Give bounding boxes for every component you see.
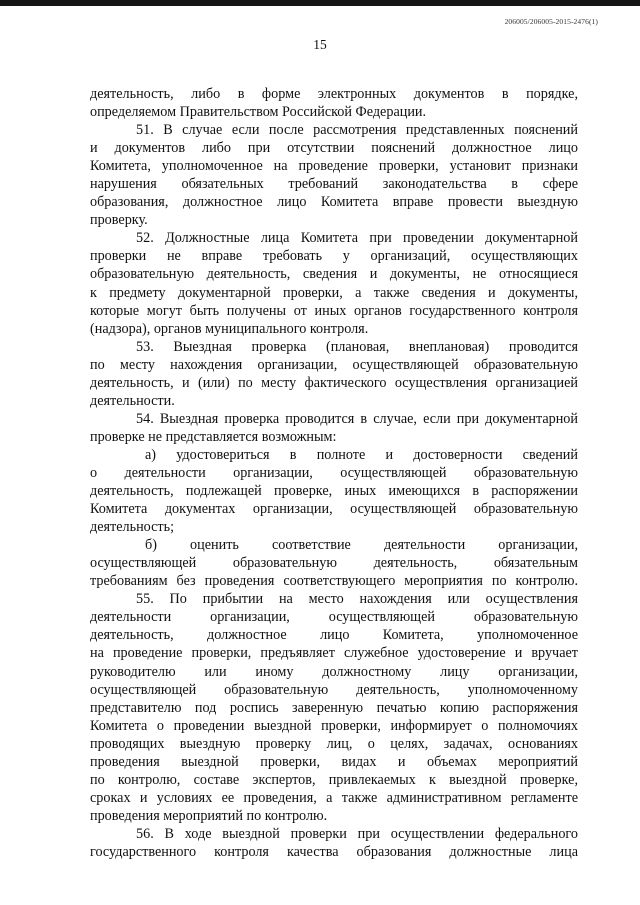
text-line: проводящих выездную проверку лиц, о целях, задачах, основаниях (90, 735, 578, 752)
text-line: проверки не вправе требовать у организаций, осуществляющих (90, 248, 578, 265)
text-line: 54. Выездная проверка проводится в случае, если при документарной (136, 410, 578, 427)
text-line: Комитета, уполномоченное на проведение проверки, установит признаки (90, 158, 578, 175)
text-line: деятельность, либо в форме электронных документов в порядке, (90, 86, 578, 102)
text-line: 56. В ходе выездной проверки при осуществлении федерального (136, 825, 578, 842)
text-line: осуществляющей образовательную деятельность, уполномоченному (90, 681, 578, 698)
text-line: требованиям без проведения соответствующего мероприятия по контролю. (90, 573, 578, 590)
text-line: проведения выездной проверки, видах и объемах мероприятий (90, 753, 578, 770)
text-line: нарушения обязательных требований законодательства в сфере (90, 176, 578, 193)
text-line: к предмету документарной проверки, а также сведения и документы, (90, 284, 578, 301)
text-line: деятельность, и (или) по месту фактического осуществления организацией (90, 374, 578, 391)
text-line: образования, должностное лицо Комитета вправе провести выездную (90, 194, 578, 211)
text-line: деятельности организации, осуществляющей образовательную (90, 609, 578, 626)
text-line: деятельность, подлежащей проверке, иных имеющихся в распоряжении (90, 483, 578, 500)
text-line: (надзора), органов муниципального контроля. (90, 320, 369, 337)
text-line: которые могут быть получены от иных органов государственного контроля (90, 302, 578, 319)
text-line: 52. Должностные лица Комитета при проведении документарной (136, 230, 578, 247)
text-line: по контролю, составе экспертов, привлекаемых к выездной проверке, (90, 771, 578, 788)
text-line: проведения мероприятий по контролю. (90, 807, 328, 824)
text-line: представителю под роспись заверенную печатью копию распоряжения (90, 699, 578, 716)
text-line: государственного контроля качества образования должностные лица (90, 843, 578, 860)
text-line: по месту нахождения организации, осуществляющей образовательную (90, 356, 578, 373)
text-line: образовательную деятельность, сведения и документы, не относящиеся (90, 266, 578, 283)
text-line: 53. Выездная проверка (плановая, внеплановая) проводится (136, 338, 578, 355)
text-line: проверке не представляется возможным: (90, 428, 337, 445)
text-line: руководителю или иному должностному лицу организации, (90, 663, 578, 680)
text-line: 51. В случае если после рассмотрения представленных пояснений (136, 122, 578, 139)
text-line: Комитета о проведении выездной проверки, информирует о полномочиях (90, 717, 578, 734)
text-line: о деятельности организации, осуществляющей образовательную (90, 464, 578, 481)
text-line: 55. По прибытии на место нахождения или осуществления (136, 591, 578, 608)
document-body (90, 85, 578, 861)
text-line: деятельности. (90, 392, 175, 409)
text-line: деятельность, должностное лицо Комитета, уполномоченное (90, 627, 578, 644)
text-line: осуществляющей образовательную деятельность, обязательным (90, 555, 578, 572)
text-line: деятельность; (90, 519, 175, 536)
page-number: 15 (313, 37, 327, 52)
text-line: и документов либо при отсутствии пояснений должностное лицо (90, 140, 578, 157)
text-line: определяемом Правительством Российской Федерации. (90, 104, 427, 121)
text-line: проверку. (90, 212, 148, 229)
text-line: сроках и условиях ее проведения, а также административном регламенте (90, 789, 578, 806)
top-border-rule (0, 0, 640, 6)
text-line: а) удостовериться в полноте и достоверности сведений (145, 446, 578, 463)
text-line: Комитета документах организации, осуществляющей образовательную (90, 501, 578, 518)
text-line: б) оценить соответствие деятельности организации, (145, 537, 578, 554)
document-id: 206005/206005-2015-2476(1) (504, 17, 598, 26)
text-line: на проведение проверки, предъявляет служебное удостоверение и вручает (90, 645, 578, 662)
